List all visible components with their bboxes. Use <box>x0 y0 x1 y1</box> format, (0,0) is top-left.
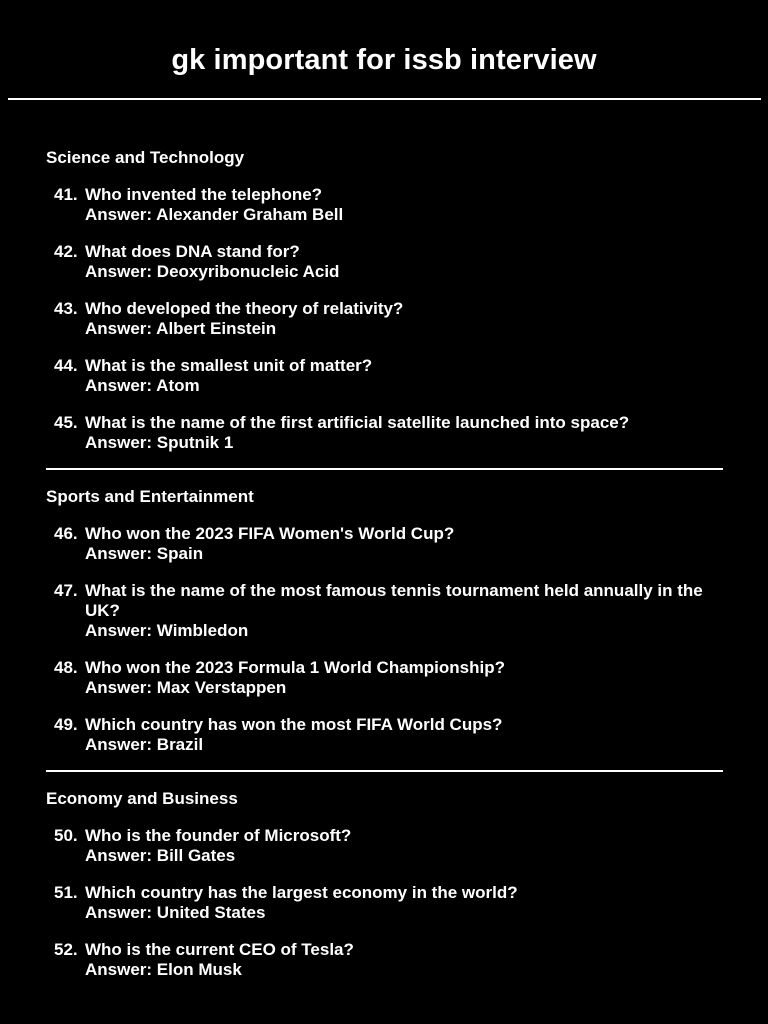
answer-text: Answer: Spain <box>85 544 204 563</box>
qa-content <box>46 146 724 997</box>
title-divider <box>8 98 761 100</box>
question-number: 51. <box>54 883 78 902</box>
question-number: 47. <box>54 581 78 600</box>
question-text: What is the name of the first artificial satellite launched into space? <box>85 413 630 432</box>
qa-item <box>46 658 724 698</box>
answer-text: Answer: Deoxyribonucleic Acid <box>85 262 340 281</box>
question-number: 44. <box>54 356 78 375</box>
question-text: Who is the founder of Microsoft? <box>85 826 352 845</box>
question-text: What does DNA stand for? <box>85 242 300 261</box>
question-number: 50. <box>54 826 78 845</box>
qa-item <box>46 299 724 339</box>
question-number: 43. <box>54 299 78 318</box>
page-title: gk important for issb interview <box>171 44 597 76</box>
answer-text: Answer: Albert Einstein <box>85 319 277 338</box>
question-text: Which country has won the most FIFA World Cups? <box>85 715 503 734</box>
question-text: Who won the 2023 Formula 1 World Championship? <box>85 658 505 677</box>
section-heading-science: Science and Technology <box>46 148 245 167</box>
qa-item <box>46 524 724 564</box>
answer-text: Answer: Elon Musk <box>85 960 242 979</box>
question-text: Who is the current CEO of Tesla? <box>85 940 354 959</box>
answer-text: Answer: Bill Gates <box>85 846 236 865</box>
section-divider <box>46 468 723 470</box>
question-number: 42. <box>54 242 78 261</box>
answer-text: Answer: United States <box>85 903 266 922</box>
question-number: 45. <box>54 413 78 432</box>
question-number: 48. <box>54 658 78 677</box>
answer-text: Answer: Sputnik 1 <box>85 433 234 452</box>
qa-item <box>46 826 724 866</box>
section-divider <box>46 770 723 772</box>
qa-list-economy <box>46 826 724 980</box>
qa-item <box>46 413 724 453</box>
question-text: What is the name of the most famous tennis tournament held annually in the UK? <box>85 581 703 620</box>
question-text: Which country has the largest economy in the world? <box>85 883 518 902</box>
answer-text: Answer: Brazil <box>85 735 204 754</box>
answer-text: Answer: Wimbledon <box>85 621 249 640</box>
qa-item <box>46 940 724 980</box>
qa-list-science <box>46 185 724 453</box>
question-number: 41. <box>54 185 78 204</box>
question-number: 49. <box>54 715 78 734</box>
qa-item <box>46 581 724 641</box>
question-text: Who won the 2023 FIFA Women's World Cup? <box>85 524 455 543</box>
answer-text: Answer: Alexander Graham Bell <box>85 205 344 224</box>
question-text: What is the smallest unit of matter? <box>85 356 373 375</box>
question-text: Who invented the telephone? <box>85 185 323 204</box>
answer-text: Answer: Atom <box>85 376 200 395</box>
question-number: 46. <box>54 524 78 543</box>
answer-text: Answer: Max Verstappen <box>85 678 287 697</box>
qa-list-sports <box>46 524 724 755</box>
qa-item <box>46 715 724 755</box>
qa-item <box>46 185 724 225</box>
qa-item <box>46 356 724 396</box>
section-heading-sports: Sports and Entertainment <box>46 487 254 506</box>
qa-item <box>46 883 724 923</box>
question-text: Who developed the theory of relativity? <box>85 299 404 318</box>
qa-item <box>46 242 724 282</box>
question-number: 52. <box>54 940 78 959</box>
section-heading-economy: Economy and Business <box>46 789 238 808</box>
